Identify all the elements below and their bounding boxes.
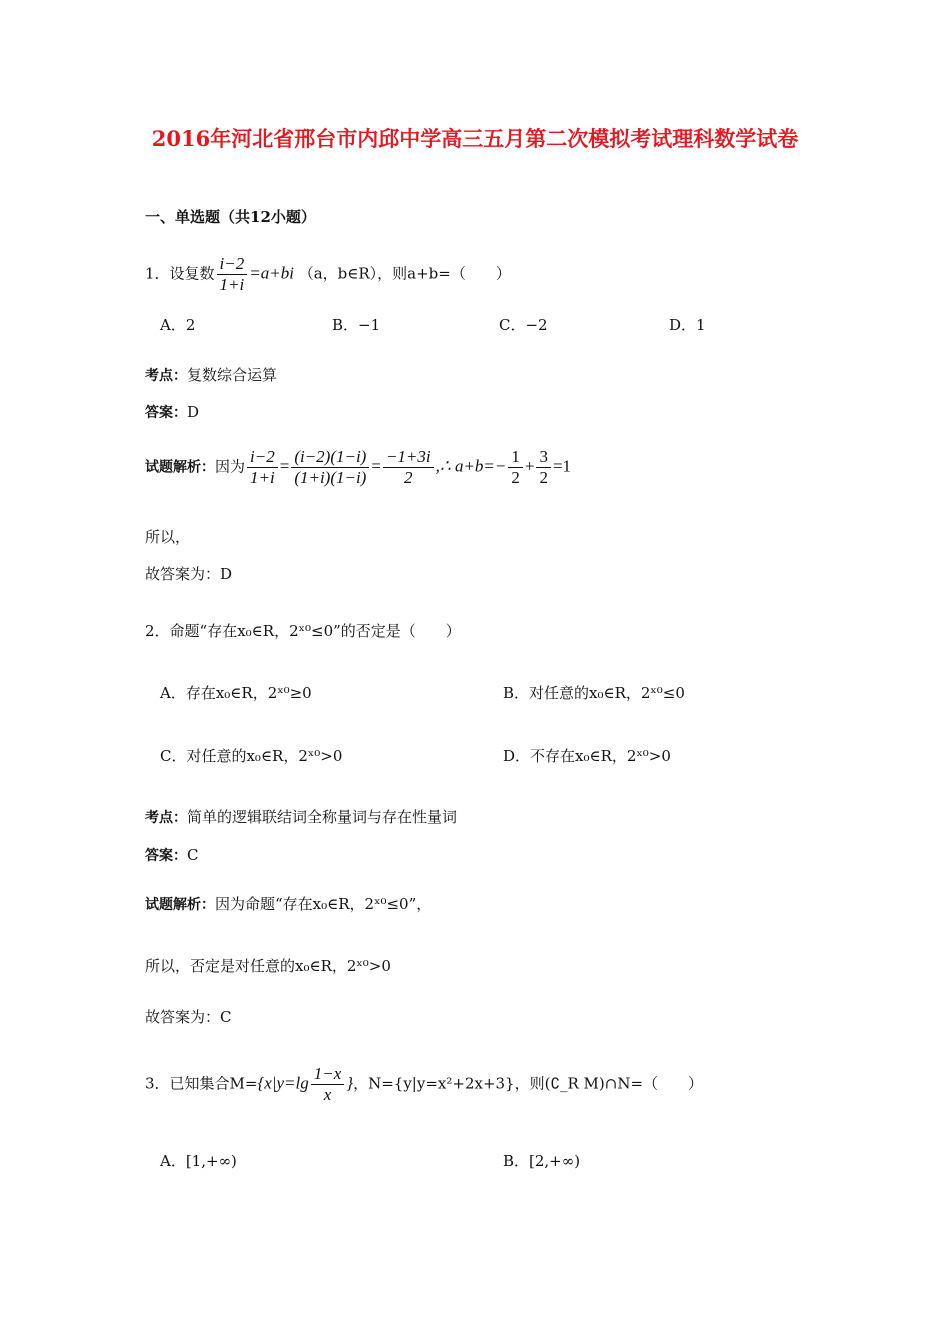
q2-option-c: C．对任意的x₀∈R，2ˣ⁰>0: [160, 747, 343, 765]
q1-stem-tail: （a，b∈R），则a+b=（ ）: [298, 264, 511, 283]
q1-option-c: C．−2: [499, 316, 548, 334]
q2-option-d: D．不存在x₀∈R，2ˣ⁰>0: [503, 747, 671, 765]
q1-kaodian: 考点：复数综合运算: [145, 366, 278, 384]
section-heading: 一、单选题（共12小题）: [145, 208, 316, 226]
q3-option-b: B．[2,+∞): [503, 1152, 581, 1170]
q1-option-b: B．−1: [332, 316, 381, 334]
q1-fraction: $\frac{i-2}{1+i}$: [217, 254, 248, 295]
q1-option-a: A．2: [160, 316, 196, 334]
q3-option-a: A．[1,+∞): [160, 1152, 237, 1170]
q3-fraction: $\frac{1-x}{x}$: [311, 1064, 345, 1105]
kaodian-label: 考点：: [145, 810, 187, 826]
q1-option-d: D．1: [669, 316, 706, 334]
document-title: 2016年河北省邢台市内邱中学高三五月第二次模拟考试理科数学试卷: [151, 126, 799, 151]
q2-stem: 2．命题“存在x₀∈R，2ˣ⁰≤0”的否定是（ ）: [145, 622, 461, 640]
q2-analysis: 试题解析：因为命题“存在x₀∈R，2ˣ⁰≤0”，: [145, 895, 432, 913]
q2-final-answer: 故答案为：C: [145, 1008, 232, 1026]
q1-answer: 答案：D: [145, 403, 200, 421]
q2-option-b: B．对任意的x₀∈R，2ˣ⁰≤0: [503, 684, 685, 702]
q1-analysis: 试题解析：因为 $\frac{i-2}{1+i}$ = $\frac{(i-2)(1-i)}{(1+i)(1-i)}$ = $\frac{-1+3i}{2}$ ,∴ a+b=− $\frac{1}{2}$ + $\frac{3}{2}$ =1: [145, 447, 572, 487]
kaodian-label: 考点：: [145, 368, 187, 384]
q2-option-a: A．存在x₀∈R，2ˣ⁰≥0: [160, 684, 312, 702]
q1-rhs: =a+bi: [249, 263, 294, 283]
q1-final-answer: 故答案为：D: [145, 565, 233, 583]
q1-stem: [145, 254, 511, 295]
analysis-label: 试题解析：: [145, 459, 215, 476]
q1-suoyi: 所以，: [145, 528, 191, 546]
q2-answer: 答案：C: [145, 846, 199, 864]
answer-label: 答案：: [145, 405, 187, 421]
analysis-label: 试题解析：: [145, 897, 215, 913]
q3-stem: 3．已知集合M={x|y=lg $\frac{1-x}{x}$ }，N={y|y=x²+2x+3}，则(∁_R M)∩N=（ ）: [145, 1064, 704, 1104]
q2-suoyi: 所以，否定是对任意的x₀∈R，2ˣ⁰>0: [145, 957, 391, 975]
q2-kaodian: 考点：简单的逻辑联结词全称量词与存在性量词: [145, 808, 458, 826]
q1-stem-prefix: 1．设复数: [145, 264, 215, 283]
answer-label: 答案：: [145, 848, 187, 864]
